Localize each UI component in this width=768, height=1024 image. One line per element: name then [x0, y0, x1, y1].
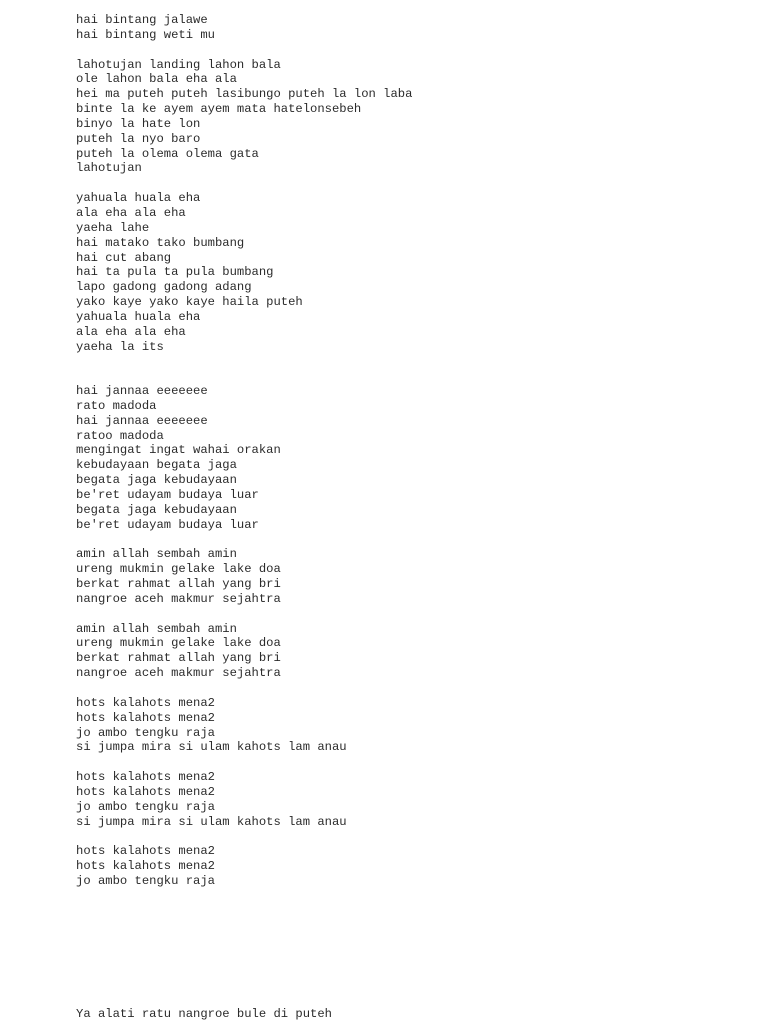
blank-line: [76, 354, 756, 369]
lyric-line: lahotujan: [76, 161, 142, 176]
lyric-line: binyo la hate lon: [76, 116, 201, 131]
lyric-line: jo ambo tengku raja: [76, 873, 215, 888]
lyric-line: yahuala huala eha: [76, 191, 201, 206]
blank-line: [76, 755, 756, 770]
lyric-line: hots kalahots mena2: [76, 784, 215, 799]
lyric-line: berkat rahmat allah yang bri: [76, 651, 281, 666]
lyric-line: hots kalahots mena2: [76, 770, 215, 785]
lyric-line: ureng mukmin gelake lake doa: [76, 636, 281, 651]
lyric-line: ala eha ala eha: [76, 324, 186, 339]
lyric-line: kebudayaan begata jaga: [76, 458, 237, 473]
blank-line: [76, 607, 756, 622]
blank-line: [76, 176, 756, 191]
lyric-line: be'ret udayam budaya luar: [76, 517, 259, 532]
lyric-line: puteh la olema olema gata: [76, 146, 259, 161]
lyric-line: berkat rahmat allah yang bri: [76, 577, 281, 592]
lyric-line: lahotujan landing lahon bala: [76, 57, 281, 72]
lyric-line: hei ma puteh puteh lasibungo puteh la lon laba: [76, 87, 413, 102]
bottom-lyric-line: Ya alati ratu nangroe bule di puteh: [76, 1007, 332, 1021]
lyric-line: yako kaye yako kaye haila puteh: [76, 295, 303, 310]
lyric-line: jo ambo tengku raja: [76, 799, 215, 814]
blank-line: [76, 681, 756, 696]
lyrics-text-block: [76, 13, 756, 889]
lyric-line: lapo gadong gadong adang: [76, 280, 252, 295]
lyric-line: hai matako tako bumbang: [76, 235, 245, 250]
lyric-line: hai bintang weti mu: [76, 27, 215, 42]
lyric-line: nangroe aceh makmur sejahtra: [76, 666, 281, 681]
blank-line: [76, 369, 756, 384]
lyric-line: ureng mukmin gelake lake doa: [76, 562, 281, 577]
blank-line: [76, 829, 756, 844]
lyric-line: hots kalahots mena2: [76, 710, 215, 725]
lyric-line: mengingat ingat wahai orakan: [76, 443, 281, 458]
lyric-line: hai jannaa eeeeeee: [76, 384, 208, 399]
lyric-line: rato madoda: [76, 398, 157, 413]
lyric-line: hai jannaa eeeeeee: [76, 413, 208, 428]
lyric-line: ala eha ala eha: [76, 205, 186, 220]
blank-line: [76, 43, 756, 58]
lyric-line: amin allah sembah amin: [76, 547, 237, 562]
lyric-line: hai cut abang: [76, 250, 172, 265]
lyric-line: yaeha la its: [76, 339, 164, 354]
lyric-line: si jumpa mira si ulam kahots lam anau: [76, 814, 347, 829]
lyric-line: be'ret udayam budaya luar: [76, 488, 259, 502]
lyric-line: binte la ke ayem ayem mata hatelonsebeh: [76, 102, 362, 117]
lyric-line: puteh la nyo baro: [76, 131, 201, 146]
lyric-line: hai ta pula ta pula bumbang: [76, 265, 274, 280]
lyric-line: begata jaga kebudayaan: [76, 473, 237, 488]
lyric-line: yahuala huala eha: [76, 309, 201, 324]
lyric-line: nangroe aceh makmur sejahtra: [76, 591, 281, 606]
lyric-line: hots kalahots mena2: [76, 844, 215, 859]
lyric-line: ratoo madoda: [76, 428, 164, 443]
lyric-line: begata jaga kebudayaan: [76, 502, 237, 517]
lyric-line: jo ambo tengku raja: [76, 725, 215, 740]
lyric-line: hai bintang jalawe: [76, 13, 208, 27]
blank-line: [76, 533, 756, 548]
lyric-line: si jumpa mira si ulam kahots lam anau: [76, 740, 347, 755]
lyric-line: amin allah sembah amin: [76, 621, 237, 636]
lyric-line: hots kalahots mena2: [76, 695, 215, 710]
lyric-line: hots kalahots mena2: [76, 859, 215, 874]
lyric-line: ole lahon bala eha ala: [76, 72, 237, 87]
lyric-line: yaeha lahe: [76, 220, 150, 235]
